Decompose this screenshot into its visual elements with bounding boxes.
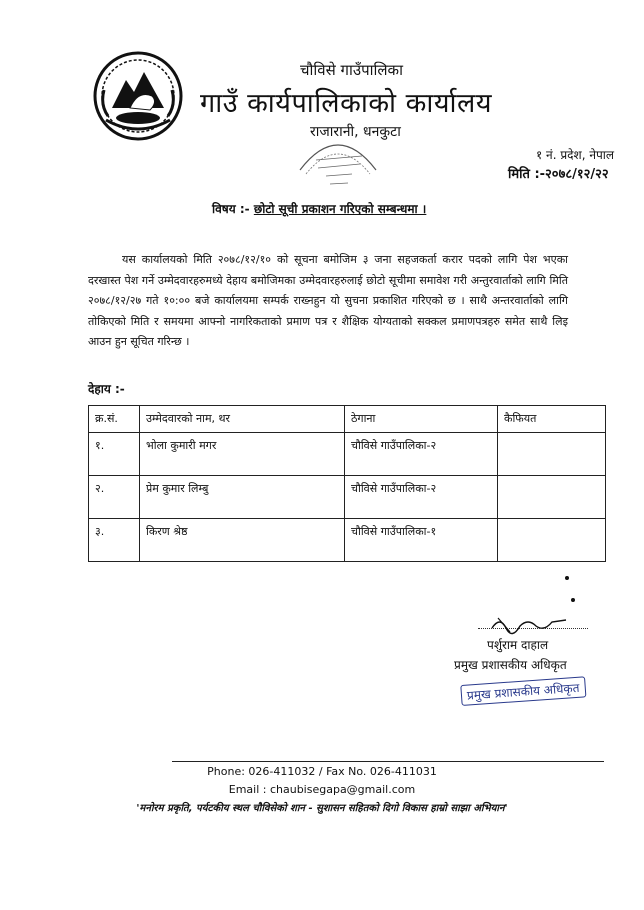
cell-address: चौविसे गाउँपालिका-२ [345,476,498,519]
nepal-emblem-icon [92,50,184,142]
cell-serial: ३. [89,519,140,562]
signature-mark [488,612,570,636]
subject-line [212,200,426,217]
header-serial: क्र.सं. [89,406,140,433]
office-name: चौविसे गाउँपालिका [300,61,403,79]
cell-serial: १. [89,433,140,476]
office-seal-stamp [296,130,380,188]
cell-name: भोला कुमारी मगर [140,433,345,476]
officer-designation-stamp: प्रमुख प्रशासकीय अधिकृत [460,676,586,706]
cell-name: प्रेम कुमार लिम्बु [140,476,345,519]
date-value: २०७८/१२/२२ [545,167,609,182]
cell-address: चौविसे गाउँपालिका-२ [345,433,498,476]
annex-label: देहाय :- [88,382,125,396]
ink-dot [571,598,575,602]
header-candidate-name: उम्मेदवारको नाम, थर [140,406,345,433]
cell-address: चौविसे गाउँपालिका-१ [345,519,498,562]
office-address: राजारानी, धनकुटा [310,124,401,140]
province-label: १ नं. प्रदेश, नेपाल [536,148,615,162]
cell-remarks [498,519,606,562]
signatory-name: पर्शुराम दाहाल [487,638,549,652]
cell-name: किरण श्रेष्ठ [140,519,345,562]
date-label: मिति :- [508,167,546,182]
signature-line [478,627,588,629]
subject-label: विषय :- [212,202,250,216]
cell-remarks [498,476,606,519]
candidate-table [88,405,606,562]
table-header-row [89,406,606,433]
footer-email: Email : chaubisegapa@gmail.com [228,783,416,796]
cell-serial: २. [89,476,140,519]
table-row [89,433,606,476]
notice-body [88,250,568,353]
letter-date [508,164,609,182]
header-address: ठेगाना [345,406,498,433]
cell-remarks [498,433,606,476]
notice-paragraph: यस कार्यालयको मिति २०७८/१२/१० को सूचना बमोजिम ३ जना सहजकर्ता करार पदको लागि पेश भएका दरखास्त पेश गर्ने उम्मेदवारहरुमध्ये देहाय बमोजिमका उम्मेदवारहरुलाई छोटो सूचीमा समावेश गरी अन्तुरवार्ताको लागि मिति २०७८/१२/२७ गते १०:०० बजे कार्यालयमा सम्पर्क राख्नहुन यो सुचना प्रकाशित गरिएको छ । साथै अन्तरवार्ताको लागि तोकिएको मिति र समयमा आफ्नो नागरिकताको प्रमाण पत्र र शैक्षिक योग्यताको सक्कल प्रमाणपत्रहरु समेत साथै लिइ आउन हुन सूचित गरिन्छ । [88,253,568,348]
signatory-title: प्रमुख प्रशासकीय अधिकृत [454,658,567,672]
table-row [89,519,606,562]
footer-divider [172,761,604,762]
footer-phone: Phone: 026-411032 / Fax No. 026-411031 [207,765,437,778]
header-remarks: कैफियत [498,406,606,433]
ink-dot [565,576,569,580]
office-title: गाउँ कार्यपालिकाको कार्यालय [200,88,492,119]
footer-slogan: 'मनोरम प्रकृति, पर्यटकीय स्थल चौविसेको शान - सुशासन सहितको दिगो विकास हाम्रो साझा अभियान' [136,803,508,814]
table-row [89,476,606,519]
subject-text: छोटो सूची प्रकाशन गरिएको सम्बन्धमा । [253,202,427,216]
